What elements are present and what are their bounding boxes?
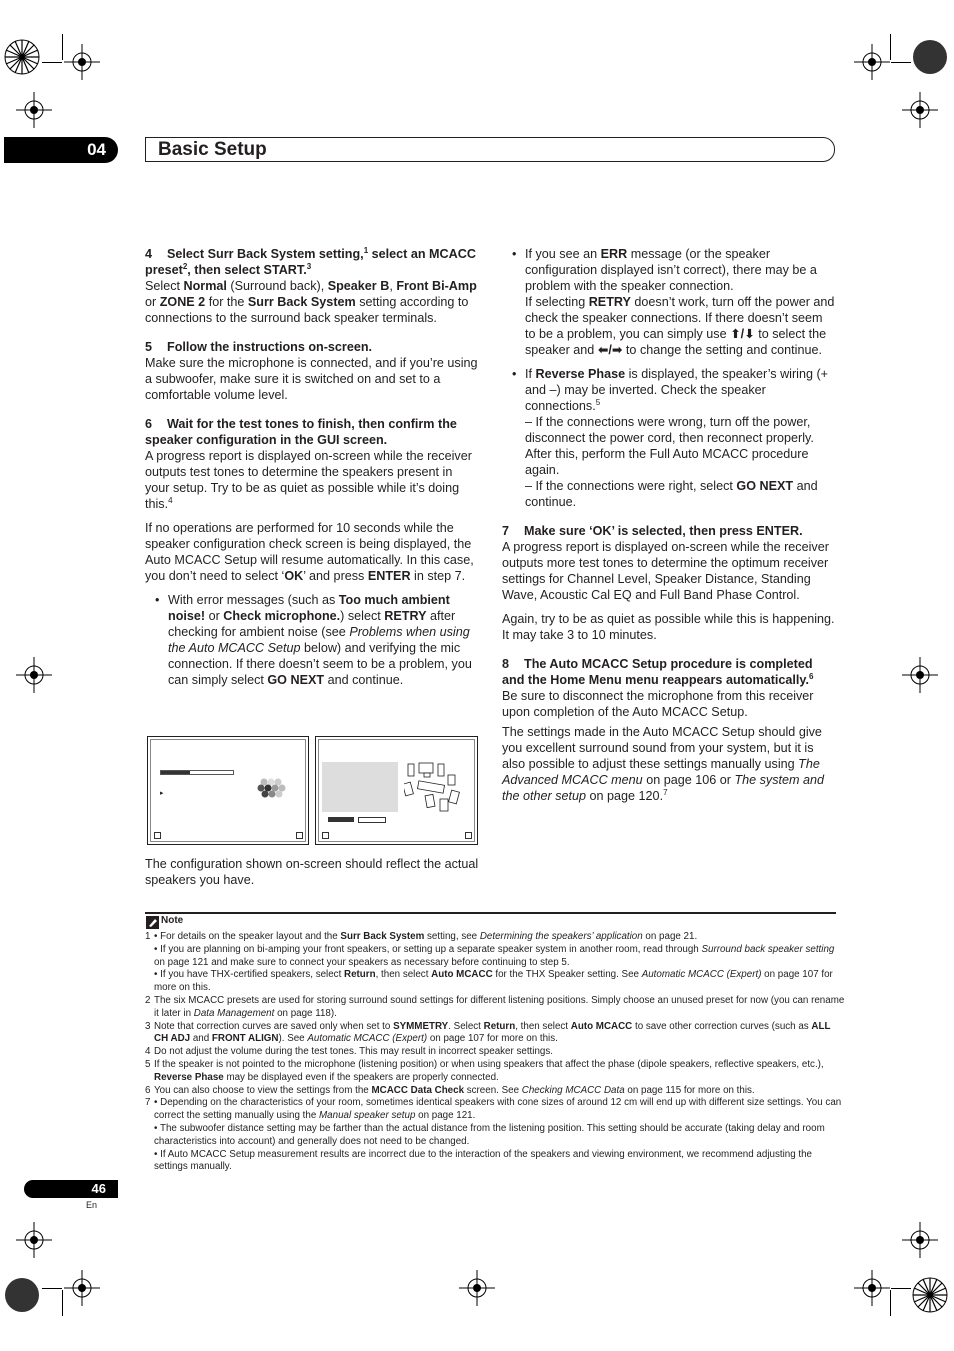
- text-run: Speaker B: [327, 279, 390, 293]
- text-run: Return: [483, 1020, 516, 1032]
- text-run: and continue.: [324, 673, 404, 687]
- text-run: Reverse Phase: [535, 367, 626, 381]
- corner-button-icon: [322, 832, 329, 839]
- footnote-number: 1: [145, 931, 151, 942]
- text-run: on page 115 for more on this.: [624, 1084, 755, 1096]
- speaker-layout-icon: [404, 761, 468, 813]
- progress-bar: [160, 770, 234, 775]
- step-6-bullets: [145, 592, 480, 688]
- retry-button-icon: [358, 817, 386, 823]
- text-run: on page 121.: [415, 1110, 476, 1122]
- text-run: on page 121 and make sure to connect your speakers as necessary before continuing to step 5.: [154, 956, 570, 968]
- crop-mark: [42, 1288, 62, 1289]
- screen-thumbnail-speaker-config: [315, 736, 478, 845]
- crop-mark: [890, 1290, 891, 1316]
- text-run: If you see an: [525, 247, 601, 261]
- text-run: Return: [344, 969, 376, 981]
- text-run: ALL CH ADJ: [154, 1020, 831, 1045]
- text-run: setting according to connections to the surround back speaker terminals.: [145, 295, 469, 325]
- screen-caption: The configuration shown on-screen should reflect the actual speakers you have.: [145, 857, 479, 887]
- text-run: Note that correction curves are saved only when set to: [154, 1020, 394, 1032]
- text-run: ERR: [600, 247, 628, 261]
- text-run: on page 107 for more on this.: [427, 1033, 558, 1045]
- text-run: • If you are planning on bi-amping your front speakers, or setting up a separate speaker system in another room, read through: [154, 943, 702, 955]
- text-run: With error messages (such as: [168, 593, 339, 607]
- crop-mark: [891, 62, 911, 63]
- text-run: Manual speaker setup: [319, 1110, 416, 1122]
- footnote-item: [145, 944, 846, 970]
- footnote-number: 6: [145, 1084, 151, 1096]
- crosshair-target-icon: [902, 1222, 938, 1258]
- text-run: may be displayed even if the speakers are properly connected.: [223, 1071, 499, 1083]
- registration-rosette-icon: [3, 38, 41, 76]
- crop-mark: [890, 34, 891, 60]
- step-8-body-1: Be sure to disconnect the microphone from this receiver upon completion of the Auto MCACC Setup.: [502, 689, 814, 719]
- text-run: after checking for ambient noise (see: [168, 609, 456, 639]
- text-run: SYMMETRY: [393, 1020, 449, 1032]
- crop-mark: [62, 1290, 63, 1316]
- progress-bar-fill: [161, 771, 190, 774]
- text-run: ENTER: [367, 569, 411, 583]
- crop-mark: [891, 1288, 911, 1289]
- text-run: ’ and press: [303, 569, 368, 583]
- footnote-item: [145, 995, 846, 1021]
- footnote-item: [145, 1123, 846, 1149]
- text-run: is displayed, the speaker’s wiring (+ and –) may be inverted. Check the speaker connections.: [525, 367, 829, 413]
- footnote-number: 4: [145, 1046, 151, 1058]
- page-number: 46: [91, 1181, 106, 1196]
- chapter-title: Basic Setup: [158, 139, 267, 160]
- text-run: GO NEXT: [736, 479, 794, 493]
- footnote-number: 5: [145, 1058, 151, 1070]
- text-run: Do not adjust the volume during the test tones. This may result in incorrect speaker settings.: [154, 1046, 553, 1058]
- text-run: ⬅/➡: [597, 343, 623, 357]
- text-run: on page 21.: [642, 931, 698, 942]
- text-run: Reverse Phase: [154, 1071, 224, 1083]
- text-run: on page 107 for more on this.: [154, 969, 833, 994]
- text-run: Auto MCACC: [570, 1020, 633, 1032]
- registration-disc-icon: [911, 38, 949, 76]
- step-8-heading: 8 The Auto MCACC Setup procedure is completed and the Home Menu menu reappears automatically.$^6$: [502, 657, 814, 687]
- footnote-item: [145, 931, 846, 944]
- text-run: , then select: [515, 1020, 571, 1032]
- crosshair-target-icon: [459, 1270, 495, 1306]
- bullet-err-message: [525, 246, 836, 358]
- text-run: Select: [145, 279, 184, 293]
- info-panel: [322, 762, 398, 812]
- page-language: En: [86, 1200, 98, 1210]
- text-run: (Surround back),: [226, 279, 328, 293]
- text-run: and: [190, 1033, 212, 1045]
- text-run: screen. See: [464, 1084, 522, 1096]
- text-run: • The subwoofer distance setting may be farther than the actual distance from the listening position. This setting should be accurate (taking delay and room characteristics into account) and generally does not need to be changed.: [154, 1122, 825, 1147]
- corner-button-icon: [154, 832, 161, 839]
- crosshair-target-icon: [16, 1222, 52, 1258]
- text-run: in step 7.: [410, 569, 466, 583]
- crop-mark: [42, 62, 62, 63]
- text-run: RETRY: [588, 295, 631, 309]
- chapter-number: 04: [87, 140, 106, 159]
- text-run: The Advanced MCACC menu: [502, 757, 820, 787]
- text-run: on page 106 or: [642, 773, 735, 787]
- text-run: You can also choose to view the settings from the: [154, 1084, 372, 1096]
- crosshair-target-icon: [902, 92, 938, 128]
- text-run: Data Management: [193, 1007, 275, 1019]
- cursor-arrow-icon: ▸: [160, 790, 164, 797]
- text-run: • Depending on the characteristics of your room, sometimes identical speakers with cone sizes of around 12 cm will end up with different size settings. You can correct the setting manually using the: [154, 1097, 842, 1122]
- ok-button-icon: [328, 817, 354, 822]
- text-run: Auto MCACC: [431, 969, 493, 981]
- text-run: The six MCACC presets are used for storing surround sound settings for different listening positions. Simply choose an unused preset for now (you can rename it later in: [154, 994, 845, 1019]
- text-run: to select the speaker and: [525, 327, 827, 357]
- text-run: Automatic MCACC (Expert): [641, 969, 762, 981]
- text-run: on page 118).: [274, 1007, 337, 1019]
- crosshair-target-icon: [64, 1270, 100, 1306]
- text-run: Problems when using the Auto MCACC Setup: [168, 625, 470, 655]
- text-run: If: [525, 367, 536, 381]
- step-7-body-2: Again, try to be as quiet as possible while this is happening. It may take 3 to 10 minutes.: [502, 612, 835, 642]
- text-run: • If you have THX-certified speakers, select: [154, 969, 345, 981]
- text-run: The settings made in the Auto MCACC Setup should give you excellent surround sound from your system, but it is also possible to adjust these settings manually using: [502, 725, 822, 771]
- text-run: ). See: [278, 1033, 308, 1045]
- footnote-item: [145, 969, 846, 995]
- footnote-number: 7: [145, 1097, 151, 1109]
- text-run: MCACC Data Check: [371, 1084, 465, 1096]
- crosshair-target-icon: [16, 657, 52, 693]
- footnote-item: [145, 1021, 846, 1047]
- corner-button-icon: [465, 832, 472, 839]
- step-7-heading: 7 Make sure ‘OK’ is selected, then press ENTER.: [502, 524, 803, 538]
- footnote-item: [145, 1059, 846, 1085]
- text-run: Front Bi-Amp: [396, 279, 477, 293]
- step-6-heading: 6 Wait for the test tones to finish, then confirm the speaker configuration in the GUI screen.: [145, 417, 457, 447]
- text-run: FRONT ALIGN: [211, 1033, 279, 1045]
- bullet-error-messages: [168, 592, 480, 688]
- text-run: – If the connections were right, select: [525, 479, 737, 493]
- text-run: Surround back speaker setting: [701, 943, 835, 955]
- footnote-number: 2: [145, 994, 151, 1006]
- text-run: • If Auto MCACC Setup measurement results are incorrect due to the interaction of the speakers and viewing environment, we recommend adjusting the settings manually.: [154, 1148, 812, 1173]
- registration-rosette-icon: [911, 1276, 949, 1314]
- registration-disc-icon: [3, 1276, 41, 1314]
- text-run: , then select: [375, 969, 432, 981]
- right-column: [502, 246, 836, 808]
- step-5-heading: 5 Follow the instructions on-screen.: [145, 340, 373, 354]
- crop-mark: [62, 34, 63, 60]
- text-run: or: [145, 295, 160, 309]
- text-run: Surr Back System: [340, 931, 425, 942]
- text-run: and continue.: [525, 479, 818, 509]
- text-run: . Select: [448, 1020, 484, 1032]
- text-run: ) select: [340, 609, 385, 623]
- text-run: If the speaker is not pointed to the microphone (listening position) or when using speakers that affect the phase (dipole speakers, reflective speakers, etc.),: [154, 1058, 824, 1070]
- text-run: Normal: [183, 279, 227, 293]
- step-4-heading: 4 Select Surr Back System setting,$^1$ select an MCACC preset$^2$, then select START.$^3$: [145, 245, 476, 277]
- text-run: message (or the speaker configuration displayed isn’t correct), there may be a problem with the speaker connection.: [525, 247, 817, 293]
- text-run: Surr Back System: [247, 295, 356, 309]
- text-run: The system and the other setup: [502, 773, 825, 803]
- footnote-item: [145, 1046, 846, 1059]
- text-run: GO NEXT: [267, 673, 325, 687]
- step-6-body-2: [145, 520, 480, 584]
- notes-heading: Note: [161, 915, 184, 926]
- footnotes-list: [145, 931, 845, 1174]
- crosshair-target-icon: [64, 44, 100, 80]
- footnote-number: 3: [145, 1020, 151, 1032]
- crosshair-target-icon: [854, 44, 890, 80]
- text-run: on page 120.: [586, 789, 664, 803]
- footnote-item: [145, 1085, 846, 1098]
- notes-rule: [145, 912, 836, 914]
- left-column: [145, 246, 480, 692]
- step-6-body-1: A progress report is displayed on-screen while the receiver outputs test tones to determine the speakers present in your setup. Try to be as quiet as possible while it’s doing this.$^4$: [145, 449, 472, 511]
- text-run: OK: [284, 569, 304, 583]
- footnote-item: [145, 1097, 846, 1123]
- text-run: to change the setting and continue.: [622, 343, 822, 357]
- text-run: • For details on the speaker layout and the: [154, 931, 341, 942]
- text-run: ZONE 2: [159, 295, 206, 309]
- text-run: If selecting: [525, 295, 589, 309]
- crosshair-target-icon: [902, 657, 938, 693]
- text-run: ⬆/⬇: [730, 327, 755, 341]
- step-7-body-1: A progress report is displayed on-screen while the receiver outputs more test tones to determine the optimum receiver settings for Channel Level, Speaker Distance, Standing Wave, Acoustic Cal EQ and Full Band Phase Control.: [502, 540, 829, 602]
- text-run: Automatic MCACC (Expert): [307, 1033, 428, 1045]
- corner-button-icon: [296, 832, 303, 839]
- note-pencil-icon: [146, 916, 159, 929]
- text-run: Checking MCACC Data: [521, 1084, 625, 1096]
- bullet-reverse-phase: • If Reverse Phase is displayed, the speaker’s wiring (+ and –) may be inverted. Check the speaker connections.$^5$ – If the connections were wrong, turn off the power, disconnect the power cord, then reconnect properly. After this, perform the Full Auto MCACC procedure again. – If the connections were right, select GO NEXT and continue.: [525, 366, 836, 510]
- footnote-item: [145, 1149, 846, 1175]
- right-bullets: [502, 246, 836, 510]
- step-5-body: Make sure the microphone is connected, and if you’re using a subwoofer, make sure it is switched on and set to a comfortable volume level.: [145, 356, 478, 402]
- step-4-body: [145, 278, 480, 326]
- text-run: Check microphone.: [223, 609, 341, 623]
- text-run: doesn’t work, turn off the power and check the speaker connections. If there doesn’t seem to be a problem, you can simply use: [525, 295, 835, 341]
- text-run: or: [205, 609, 224, 623]
- crosshair-target-icon: [854, 1270, 890, 1306]
- text-run: for the THX Speaker setting. See: [492, 969, 642, 981]
- speaker-dots-icon: [256, 777, 286, 799]
- text-run: Determining the speakers’ application: [479, 931, 643, 942]
- step-8-body-2: The settings made in the Auto MCACC Setup should give you excellent surround sound from your system, but it is also possible to adjust these settings manually using The Advanced MCACC menu on page 106 or The system and the other setup on page 120.$^7$: [502, 725, 825, 803]
- text-run: ,: [389, 279, 397, 293]
- screen-thumbnail-progress: [147, 736, 309, 845]
- text-run: If no operations are performed for 10 seconds while the speaker configuration check screen is being displayed, the Auto MCACC Setup will resume automatically. In this case, you don’t need to select ‘: [145, 521, 474, 583]
- text-run: to save other correction curves (such as: [632, 1020, 812, 1032]
- text-run: RETRY: [384, 609, 427, 623]
- crosshair-target-icon: [16, 92, 52, 128]
- text-run: setting, see: [424, 931, 480, 942]
- text-run: below) and verifying the mic connection. If there doesn’t seem to be a problem, you can simply select: [168, 641, 472, 687]
- text-run: Too much ambient noise!: [168, 593, 450, 623]
- text-run: for the: [205, 295, 248, 309]
